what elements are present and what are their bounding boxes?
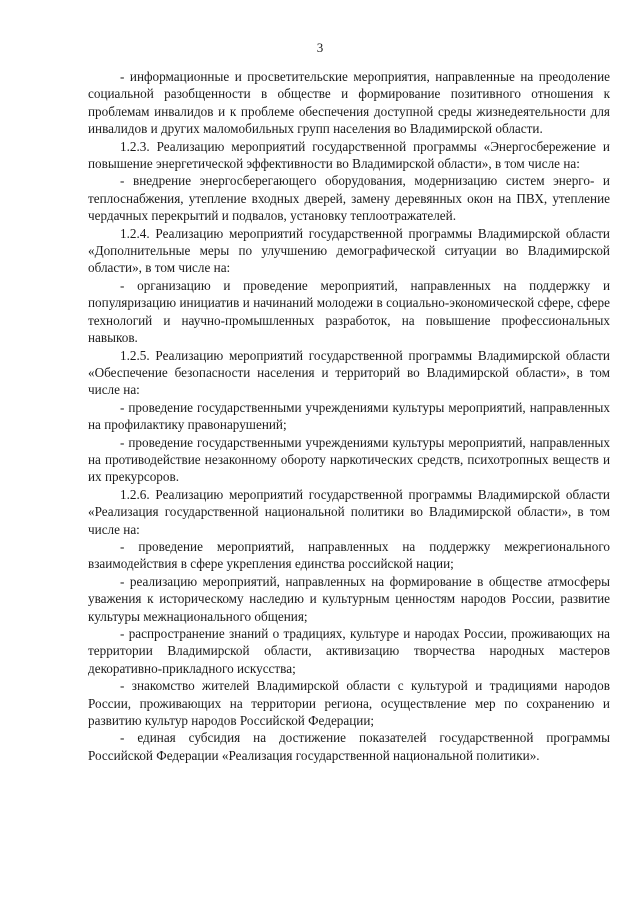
paragraph-1-2-6: 1.2.6. Реализацию мероприятий государственной программы Владимирской области «Реализация государственной национальной политики во Владимирской области», в том числе на: (88, 486, 610, 537)
paragraph-interregional: - проведение мероприятий, направленных на поддержку межрегионального взаимодействия в сфере укрепления единства российской нации; (88, 538, 610, 572)
paragraph-crime-prevention: - проведение государственными учреждениями культуры мероприятий, направленных на профилактику правонарушений; (88, 399, 610, 433)
paragraph-youth-initiatives: - организацию и проведение мероприятий, направленных на поддержку и популяризацию инициатив и начинаний молодежи в социально-экономической сфере, сфере технологий и научно-промышленных разработок, на повышение профессиональных навыков. (88, 277, 610, 346)
paragraph-unified-subsidy: - единая субсидия на достижение показателей государственной программы Российской Федерации «Реализация государственной национальной политики». (88, 730, 610, 763)
paragraph-heritage-respect: - реализацию мероприятий, направленных на формирование в обществе атмосферы уважения к историческому наследию и культурным ценностям народов России, развитие культуры межнационального общения; (88, 573, 610, 624)
paragraph-cultural-acquaintance: - знакомство жителей Владимирской области с культурой и традициями народов России, проживающих на территории региона, осуществление мер по сохранению и развитию культур народов Российской Федерации; (88, 678, 610, 729)
paragraph-1-2-3: 1.2.3. Реализацию мероприятий государственной программы «Энергосбережение и повышение энергетической эффективности во Владимирской области», в том числе на: (88, 138, 610, 172)
paragraph-energy-equipment: - внедрение энергосберегающего оборудования, модернизацию систем энерго- и теплоснабжения, утепление входных дверей, замену деревянных окон на ПВХ, утепление чердачных перекрытий и подвалов, установку теплоотражателей. (88, 173, 610, 224)
paragraph-drug-prevention: - проведение государственными учреждениями культуры мероприятий, направленных на противодействие незаконному обороту наркотических средств, психотропных веществ и их прекурсоров. (88, 434, 610, 485)
page-number: 3 (316, 40, 324, 55)
paragraph-info-events: - информационные и просветительские мероприятия, направленные на преодоление социальной разобщенности в обществе и формирование позитивного отношения к проблемам инвалидов и к проблеме обеспечения доступной среды жизнедеятельности для инвалидов и других маломобильных групп населения во Владимирской области. (88, 69, 610, 137)
paragraph-1-2-4: 1.2.4. Реализацию мероприятий государственной программы Владимирской области «Дополнительные меры по улучшению демографической ситуации во Владимирской области», в том числе на: (88, 225, 610, 276)
document-body (88, 68, 610, 764)
paragraph-traditions-knowledge: - распространение знаний о традициях, культуре и народах России, проживающих на территории Владимирской области, активизацию творчества народных мастеров декоративно-прикладного искусства; (88, 626, 610, 676)
paragraph-1-2-5: 1.2.5. Реализацию мероприятий государственной программы Владимирской области «Обеспечение безопасности населения и территорий во Владимирской области», в том числе на: (88, 347, 610, 398)
